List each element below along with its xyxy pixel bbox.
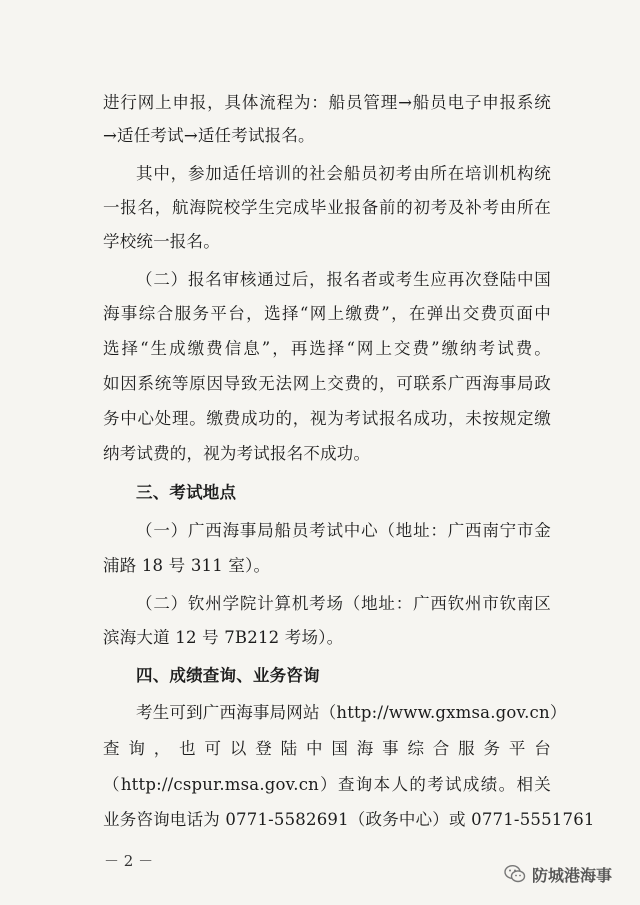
paragraph-line: 其中，参加适任培训的社会船员初考由所在培训机构统	[136, 164, 551, 183]
page-number: － 2 －	[104, 852, 154, 870]
watermark-text: 防城港海事	[531, 865, 612, 885]
paragraph-line: 如因系统等原因导致无法网上交费的，可联系广西海事局政	[103, 374, 551, 393]
paragraph-line: 务中心处理。缴费成功的，视为考试报名成功，未按规定缴	[103, 409, 551, 428]
paragraph-line: （二）报名审核通过后，报名者或考生应再次登陆中国	[136, 270, 551, 289]
paragraph-line: （一）广西海事局船员考试中心（地址：广西南宁市金	[136, 521, 551, 540]
paragraph-line: （二）钦州学院计算机考场（地址：广西钦州市钦南区	[136, 594, 551, 613]
paragraph-line: 查询，也可以登陆中国海事综合服务平台	[103, 739, 551, 758]
paragraph-line: 考生可到广西海事局网站（http://www.gxmsa.gov.cn）	[136, 703, 567, 722]
section-heading: 四、成绩查询、业务咨询	[136, 666, 320, 685]
paragraph-line: 业务咨询电话为 0771-5582691（政务中心）或 0771-5551761	[103, 810, 595, 829]
paragraph-line: （http://cspur.msa.gov.cn）查询本人的考试成绩。相关	[103, 775, 551, 794]
paragraph-line: 进行网上申报，具体流程为：船员管理→船员电子申报系统	[103, 93, 551, 112]
paragraph-line: 纳考试费的，视为考试报名不成功。	[103, 444, 371, 463]
paragraph-line: 海事综合服务平台，选择“网上缴费”，在弹出交费页面中	[103, 304, 551, 323]
paragraph-line: 滨海大道 12 号 7B212 考场）。	[103, 628, 344, 647]
paragraph-line: →适任考试→适任考试报名。	[103, 126, 315, 145]
paragraph-line: 一报名，航海院校学生完成毕业报备前的初考及补考由所在	[103, 198, 551, 217]
wechat-icon	[504, 864, 526, 884]
section-heading: 三、考试地点	[136, 483, 237, 502]
paragraph-line: 学校统一报名。	[103, 232, 220, 251]
watermark	[504, 862, 612, 886]
paragraph-line: 选择“生成缴费信息”，再选择“网上交费”缴纳考试费。	[103, 339, 551, 358]
paragraph-line: 浦路 18 号 311 室）。	[103, 556, 271, 575]
